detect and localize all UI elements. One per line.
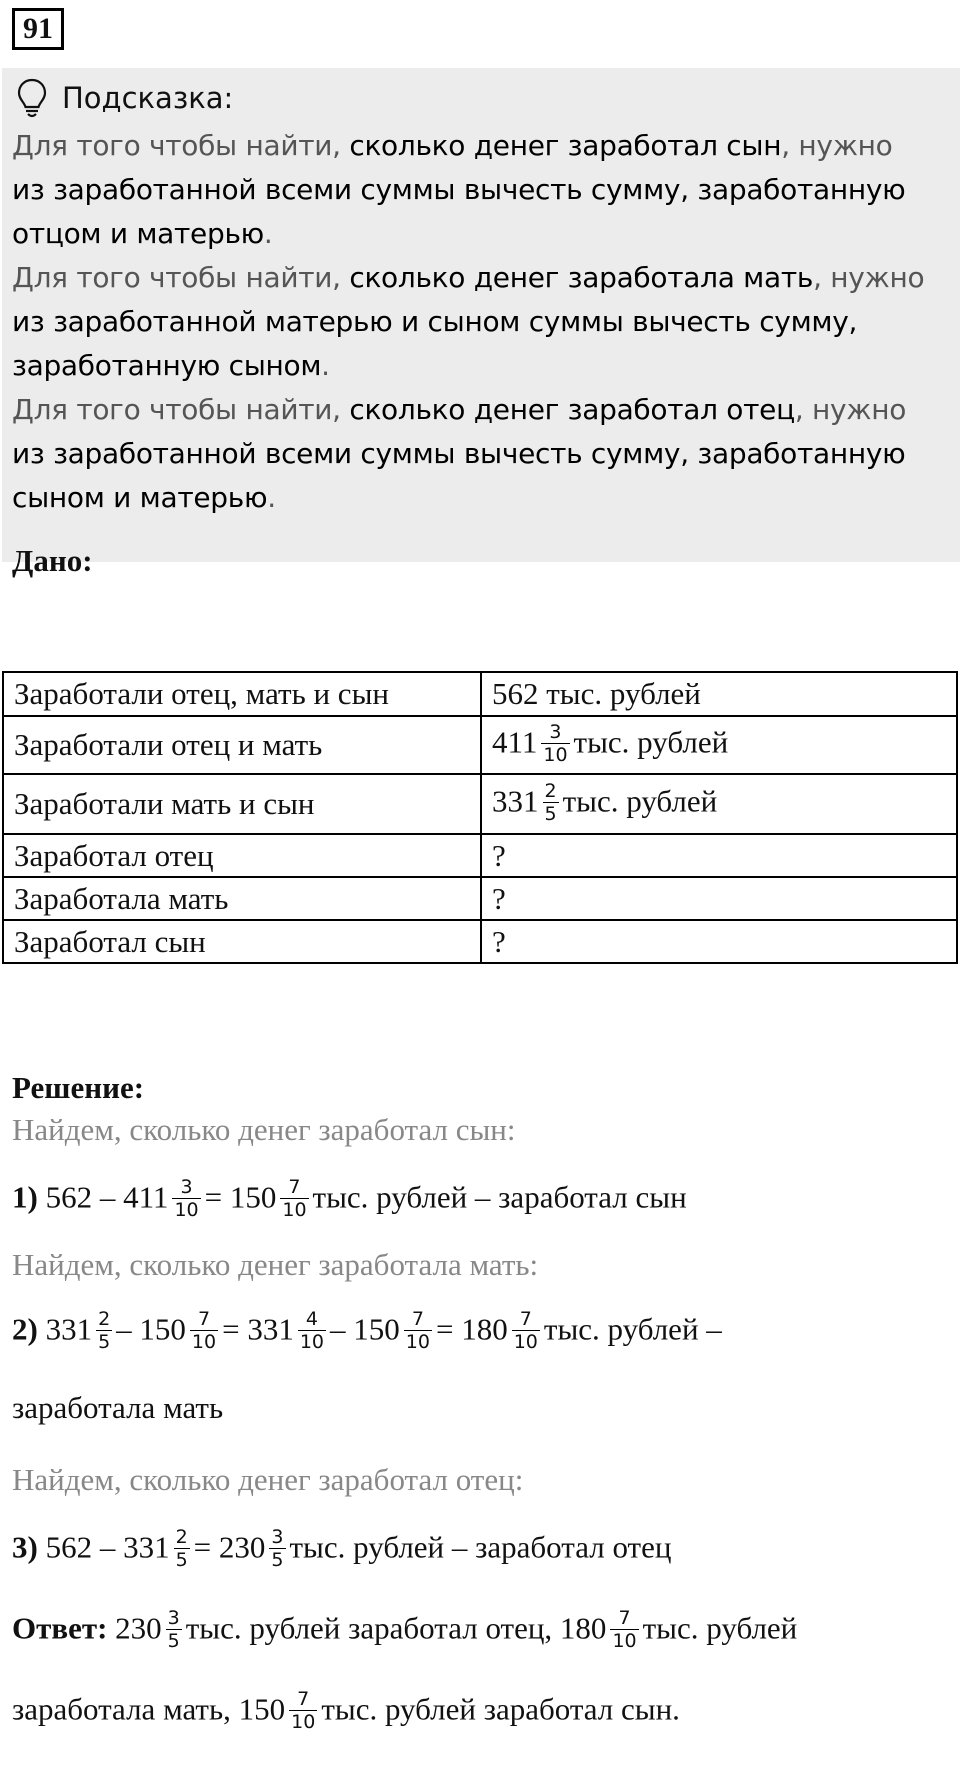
fraction — [543, 780, 559, 825]
fraction — [541, 721, 569, 766]
lightbulb-icon — [16, 78, 48, 118]
solution-line — [12, 1462, 523, 1498]
fraction-numerator: 7 — [190, 1308, 218, 1331]
given-value-cell — [481, 672, 957, 716]
solution-text: = 180 — [435, 1311, 508, 1347]
fraction-numerator: 7 — [289, 1688, 317, 1711]
solution-text: Найдем, сколько денег заработала мать: — [12, 1247, 539, 1282]
solution-text: – 150 — [116, 1311, 186, 1347]
table-row — [3, 716, 957, 774]
given-value-cell — [481, 774, 957, 834]
hint-segment: Для того чтобы найти, — [12, 129, 350, 162]
fraction-denominator: 10 — [405, 1331, 430, 1353]
fraction-numerator: 7 — [610, 1607, 638, 1630]
solution-line — [12, 1528, 671, 1573]
hint-line — [12, 344, 952, 388]
fraction-numerator: 4 — [298, 1308, 326, 1331]
solution-text: 331 — [37, 1311, 93, 1347]
hint-segment: заработанную сыном — [12, 349, 322, 382]
fraction — [174, 1526, 190, 1571]
step-label: 3) — [12, 1529, 38, 1565]
solution-text: тыс. рублей – заработал сын — [312, 1179, 687, 1215]
hint-segment: Для того чтобы найти, — [12, 393, 350, 426]
fraction — [298, 1308, 326, 1353]
given-value-cell — [481, 834, 957, 877]
value-whole: 562 — [492, 676, 539, 711]
hint-line — [12, 256, 952, 300]
table-row — [3, 920, 957, 963]
fraction-numerator: 7 — [512, 1308, 540, 1331]
table-row — [3, 774, 957, 834]
fraction — [166, 1607, 182, 1652]
given-name-cell: Заработал отец — [3, 834, 481, 877]
value-whole: 411 — [492, 724, 538, 760]
solution-text: – 150 — [330, 1311, 400, 1347]
given-name-cell: Заработала мать — [3, 877, 481, 920]
fraction-numerator: 7 — [280, 1176, 308, 1199]
given-name-cell: Заработал сын — [3, 920, 481, 963]
solution-line — [12, 1178, 687, 1223]
given-value-cell — [481, 920, 957, 963]
solution-line — [12, 1690, 680, 1735]
given-value-cell — [481, 877, 957, 920]
fraction — [512, 1308, 540, 1353]
step-label: Ответ: — [12, 1610, 108, 1646]
hint-segment: отцом и матерью — [12, 217, 264, 250]
solution-line — [12, 1390, 223, 1426]
hint-header — [16, 76, 233, 120]
step-label: 1) — [12, 1179, 38, 1215]
hint-segment: Для того чтобы найти, — [12, 261, 350, 294]
solution-text: Найдем, сколько денег заработал сын: — [12, 1112, 516, 1147]
fraction-denominator: 10 — [191, 1331, 217, 1353]
hint-line — [12, 168, 952, 212]
fraction-denominator: 5 — [175, 1549, 188, 1571]
hint-segment: из заработанной всеми суммы вычесть сумму, заработанную — [12, 173, 906, 206]
solution-text: тыс. рублей — [642, 1610, 798, 1646]
fraction — [404, 1308, 432, 1353]
solution-text: = 150 — [204, 1179, 277, 1215]
given-label: Дано: — [12, 543, 93, 578]
hint-segment: , нужно — [794, 393, 907, 426]
value-unit: тыс. рублей — [538, 676, 701, 711]
given-name-cell: Заработали отец, мать и сын — [3, 672, 481, 716]
value-whole: ? — [492, 837, 506, 873]
fraction-denominator: 10 — [612, 1630, 637, 1652]
step-label: 2) — [12, 1311, 38, 1347]
fraction-denominator: 10 — [174, 1199, 199, 1221]
solution-line — [12, 1112, 516, 1148]
fraction-numerator: 7 — [404, 1308, 432, 1331]
solution-text: тыс. рублей заработал сын. — [321, 1691, 680, 1727]
fraction-numerator: 3 — [172, 1176, 200, 1199]
hint-segment: . — [267, 481, 276, 514]
solution-text: заработала мать — [12, 1390, 224, 1425]
table-row — [3, 834, 957, 877]
fraction-numerator: 2 — [544, 779, 557, 802]
hint-segment: . — [321, 349, 330, 382]
fraction-denominator: 10 — [513, 1331, 538, 1353]
solution-line — [12, 1310, 722, 1355]
fraction-numerator: 3 — [271, 1526, 284, 1548]
hint-segment: , нужно — [781, 129, 893, 162]
given-name-cell: Заработали отец и мать — [3, 716, 481, 774]
fraction — [289, 1688, 317, 1733]
fraction — [280, 1176, 308, 1221]
solution-line — [12, 1609, 797, 1654]
fraction — [269, 1526, 285, 1571]
hint-box — [2, 68, 960, 562]
hint-segment: сколько денег заработала мать — [349, 261, 814, 294]
fraction-numerator: 2 — [175, 1526, 188, 1548]
solution-text: Найдем, сколько денег заработал отец: — [12, 1462, 524, 1497]
given-table — [2, 671, 958, 964]
solution-text: = 230 — [193, 1529, 266, 1565]
fraction-denominator: 5 — [544, 802, 557, 825]
solution-text: 230 — [107, 1610, 162, 1646]
hint-line — [12, 124, 952, 168]
fraction-denominator: 10 — [291, 1711, 316, 1733]
value-unit: тыс. рублей — [562, 783, 718, 819]
hint-line — [12, 388, 952, 432]
hint-title: Подсказка: — [62, 81, 234, 115]
hint-segment: из заработанной всеми суммы вычесть сумму, заработанную — [12, 437, 906, 470]
solution-label: Решение: — [12, 1070, 145, 1105]
solution-text: тыс. рублей – заработал отец — [289, 1529, 672, 1565]
solution-text: заработала мать, 150 — [12, 1691, 286, 1727]
table-row — [3, 877, 957, 920]
hint-segment: сколько денег заработал сын — [349, 129, 782, 162]
solution-line — [12, 1247, 538, 1283]
hint-segment: , нужно — [813, 261, 925, 294]
fraction-numerator: 2 — [98, 1308, 111, 1330]
fraction — [190, 1308, 218, 1353]
value-unit: тыс. рублей — [573, 724, 729, 760]
hint-line — [12, 432, 952, 476]
fraction-denominator: 10 — [543, 743, 568, 766]
hint-segment: сыном и матерью — [12, 481, 268, 514]
hint-segment: из заработанной матерью и сыном суммы вычесть сумму, — [12, 305, 858, 338]
hint-segment: . — [263, 217, 273, 250]
fraction-denominator: 5 — [271, 1549, 284, 1571]
value-whole: ? — [492, 880, 506, 916]
solution-text: 562 – 331 — [37, 1529, 170, 1565]
fraction-denominator: 10 — [299, 1331, 325, 1353]
task-number: 91 — [12, 8, 64, 50]
hint-segment: сколько денег заработал отец — [349, 393, 795, 426]
fraction-numerator: 3 — [167, 1607, 180, 1629]
fraction-denominator: 5 — [167, 1630, 180, 1652]
fraction-numerator: 3 — [541, 721, 569, 744]
fraction — [172, 1176, 200, 1221]
fraction-denominator: 5 — [98, 1331, 111, 1353]
fraction — [96, 1308, 112, 1353]
hint-line — [12, 212, 952, 256]
fraction-denominator: 10 — [282, 1199, 307, 1221]
hint-line — [12, 300, 952, 344]
table-row — [3, 672, 957, 716]
solution-text: = 331 — [222, 1311, 294, 1347]
solution-text: тыс. рублей заработал отец, 180 — [185, 1610, 607, 1646]
given-value-cell — [481, 716, 957, 774]
value-whole: ? — [492, 923, 506, 959]
hint-text — [12, 124, 952, 520]
solution-text: 562 – 411 — [37, 1179, 169, 1215]
given-name-cell: Заработали мать и сын — [3, 774, 481, 834]
value-whole: 331 — [492, 783, 539, 819]
solution-text: тыс. рублей – — [543, 1311, 722, 1347]
hint-line — [12, 476, 952, 520]
fraction — [610, 1607, 638, 1652]
